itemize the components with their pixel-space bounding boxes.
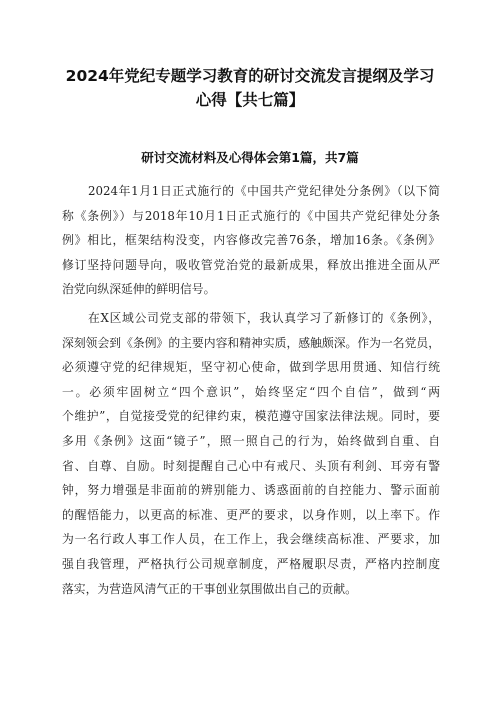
paragraph-line: 一。必须牢固树立“四个意识”，始终坚定“四个自信”，做到“两 bbox=[62, 384, 440, 399]
paragraph-line: 2024年1月1日正式施行的《中国共产党纪律处分条例》（以下简 bbox=[88, 184, 440, 198]
paragraph-line: 省、自尊、自励。时刻提醒自己心中有戒尺、头顶有利剑、耳旁有警 bbox=[62, 458, 440, 473]
paragraph-line: 钟，努力增强是非面前的辨别能力、诱惑面前的自控能力、警示面前 bbox=[62, 483, 440, 498]
paragraph-line: 修订坚持问题导向，吸收管党治党的最新成果，释放出推进全面从严 bbox=[62, 257, 440, 272]
section-subtitle: 研讨交流材料及心得体会第1篇，共7篇 bbox=[141, 150, 359, 165]
paragraph-line: 落实，为营造风清气正的干事创业氛围做出自己的贡献。 bbox=[62, 581, 357, 596]
paragraph-2 bbox=[62, 306, 440, 601]
document-title-line: 心得【共七篇】 bbox=[195, 91, 305, 109]
paragraph-line: 的醒悟能力，以更高的标准、更严的要求，以身作则，以上率下。作 bbox=[62, 507, 440, 522]
paragraph-line: 必须遵守党的纪律规矩，坚守初心使命，做到学思用贯通、知信行统 bbox=[62, 360, 440, 375]
paragraph-line: 治党向纵深延伸的鲜明信号。 bbox=[62, 282, 216, 297]
paragraph-line: 个维护”，自觉接受党的纪律约束，模范遵守国家法律法规。同时，要 bbox=[62, 409, 440, 424]
paragraph-line: 在X区域公司党支部的带领下，我认真学习了新修订的《条例》， bbox=[88, 311, 440, 325]
paragraph-line: 例》相比，框架结构没变，内容修改完善76条，增加16条。《条例》 bbox=[62, 233, 440, 248]
paragraph-line: 称《条例》）与2018年10月1日正式施行的《中国共产党纪律处分条 bbox=[62, 208, 440, 223]
document-title-line: 2024年党纪专题学习教育的研讨交流发言提纲及学习 bbox=[65, 67, 435, 85]
paragraph-line: 多用《条例》这面“镜子”，照一照自己的行为，始终做到自重、自 bbox=[62, 433, 440, 448]
paragraph-1 bbox=[62, 179, 440, 302]
paragraph-line: 强自我管理，严格执行公司规章制度，严格履职尽责，严格内控制度 bbox=[62, 556, 440, 571]
document-title bbox=[40, 64, 460, 112]
paragraph-line: 深刻领会到《条例》的主要内容和精神实质，感触颇深。作为一名党员， bbox=[62, 335, 440, 350]
paragraph-line: 为一名行政人事工作人员，在工作上，我会继续高标准、严要求，加 bbox=[62, 532, 440, 547]
